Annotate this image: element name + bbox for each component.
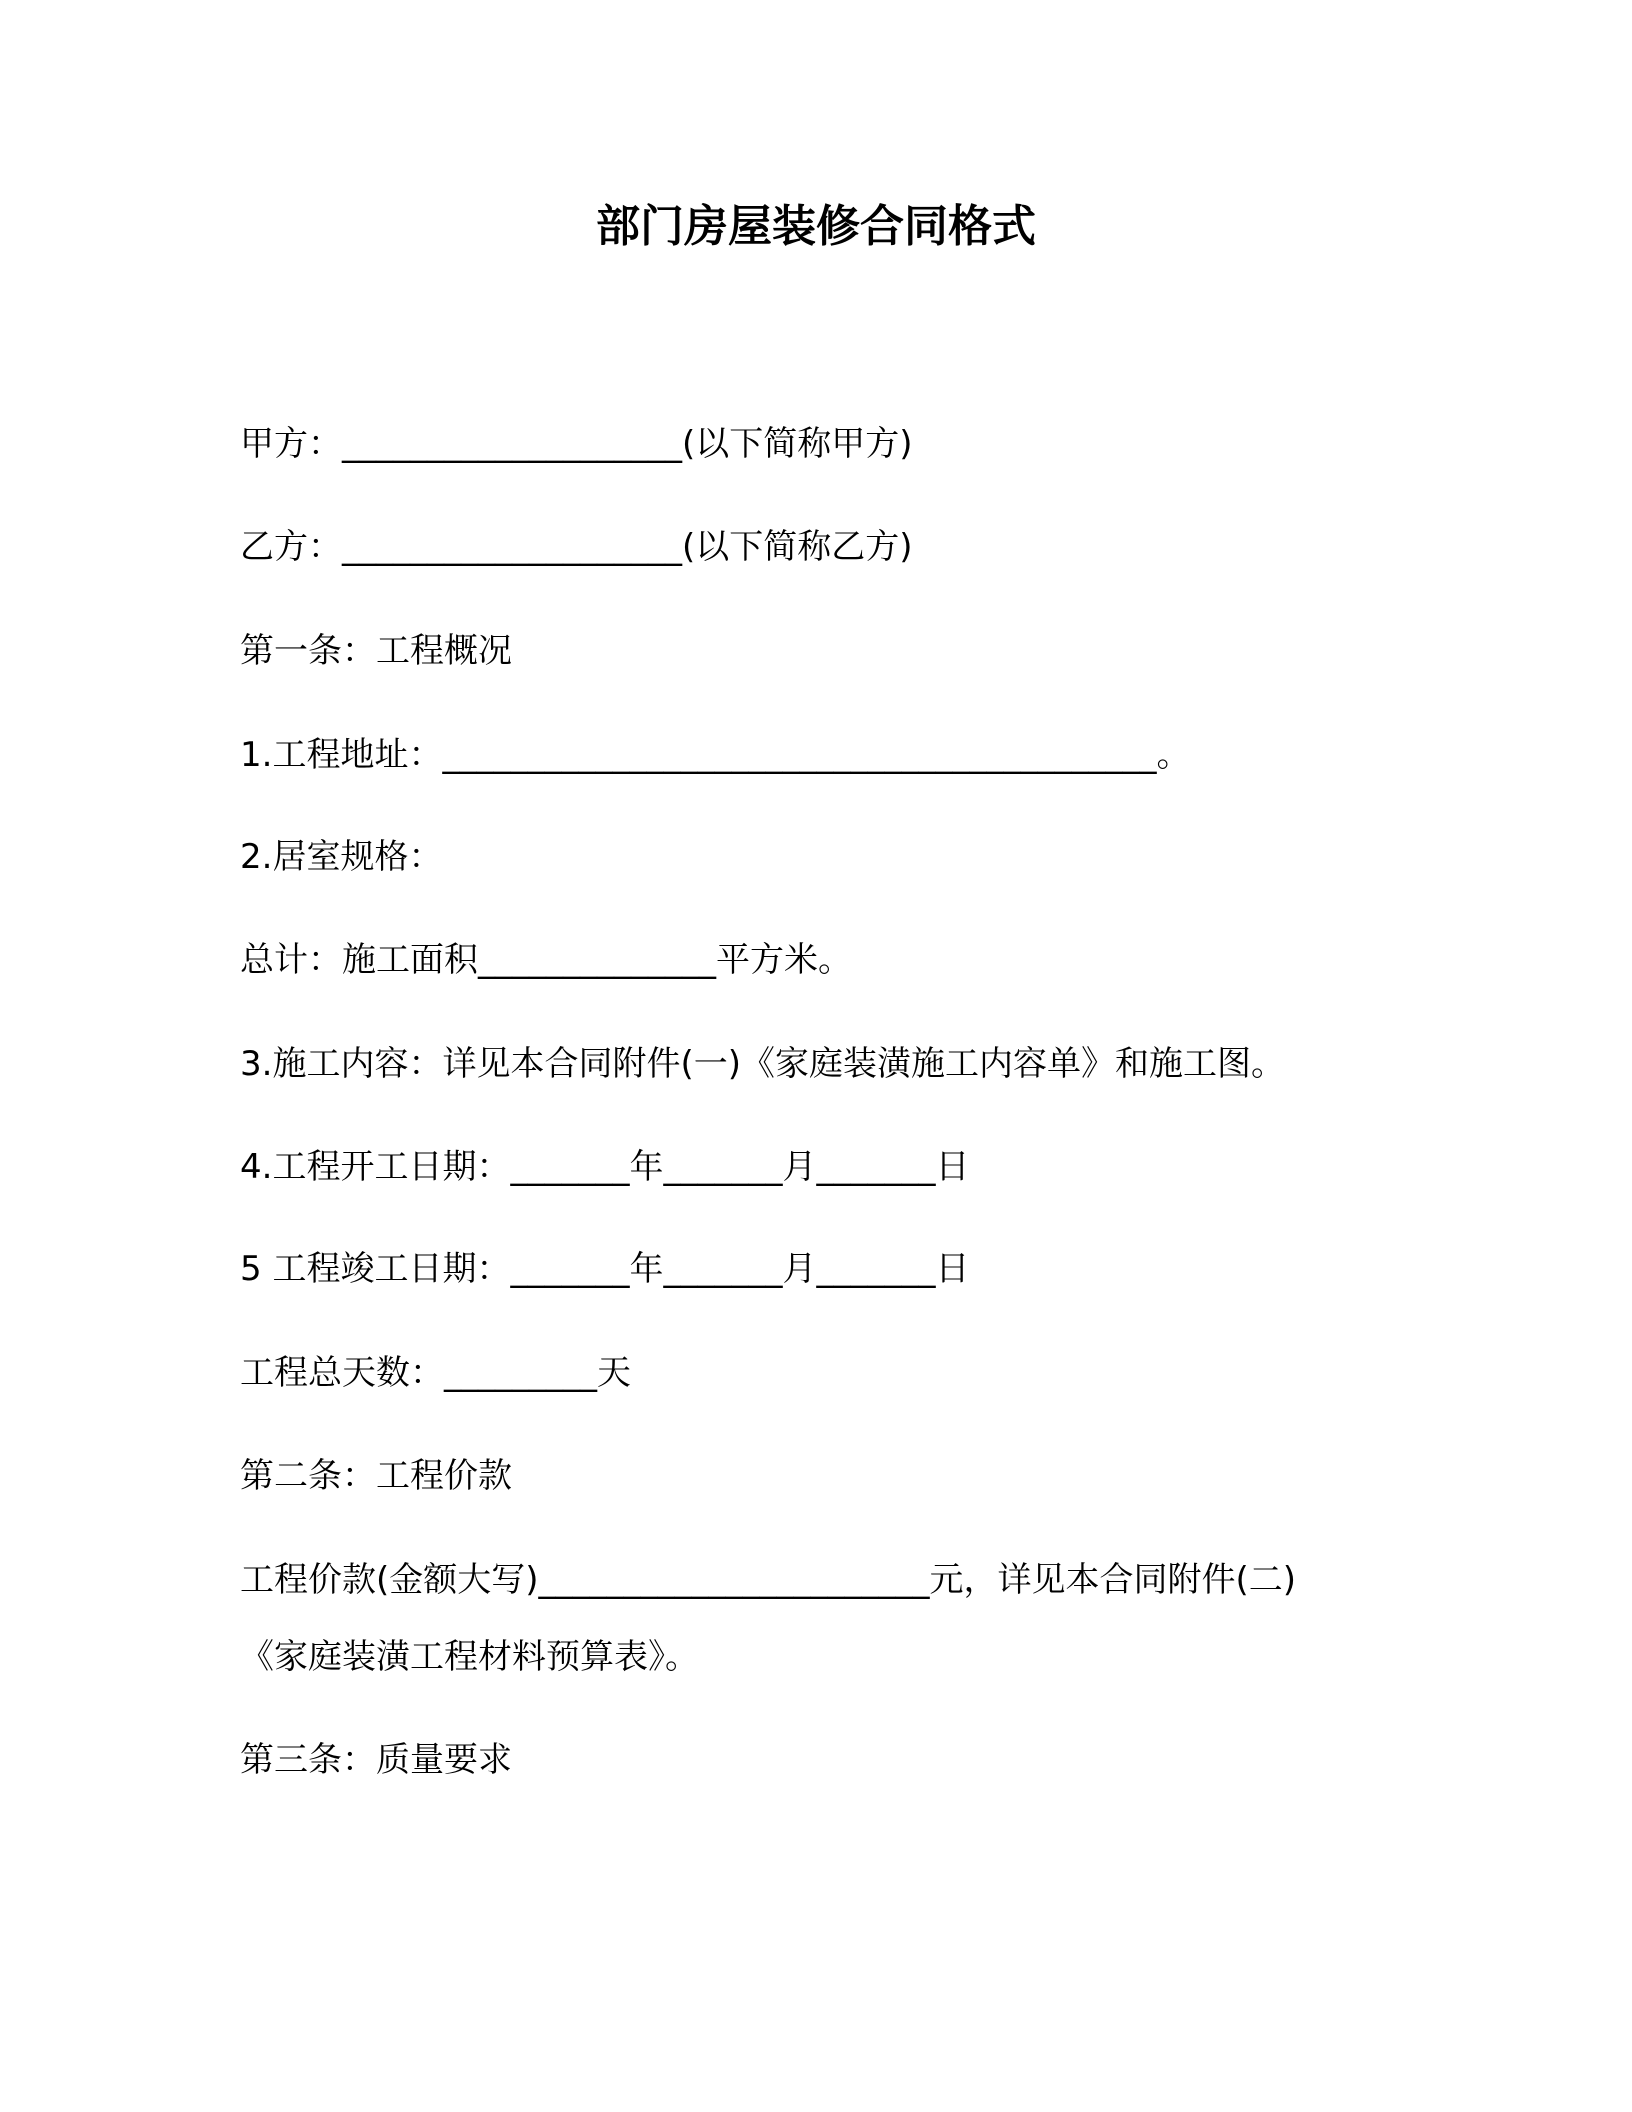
project-address-line: 1.工程地址：__________________________________________。 [240,735,1191,775]
start-date-line: 4.工程开工日期：_______年_______月_______日 [240,1147,970,1187]
party-b-line: 乙方：____________________(以下简称乙方) [240,527,913,567]
party-a-line: 甲方：____________________(以下简称甲方) [240,424,913,464]
document-title: 部门房屋装修合同格式 [596,201,1036,252]
construction-content-line: 3.施工内容：详见本合同附件(一)《家庭装潢施工内容单》和施工图。 [240,1044,1285,1084]
article-3-heading: 第三条：质量要求 [240,1740,512,1780]
article-2-heading: 第二条：工程价款 [240,1456,512,1496]
project-price-line: 工程价款(金额大写)_______________________元，详见本合同附件(二) [240,1560,1297,1600]
room-spec-label: 2.居室规格： [240,837,443,877]
article-1-heading: 第一条：工程概况 [240,631,512,671]
total-days-line: 工程总天数：_________天 [240,1353,631,1393]
completion-date-line: 5 工程竣工日期：_______年_______月_______日 [240,1249,970,1289]
total-area-line: 总计：施工面积______________平方米。 [240,940,852,980]
budget-table-reference-line: 《家庭装潢工程材料预算表》。 [240,1637,699,1677]
